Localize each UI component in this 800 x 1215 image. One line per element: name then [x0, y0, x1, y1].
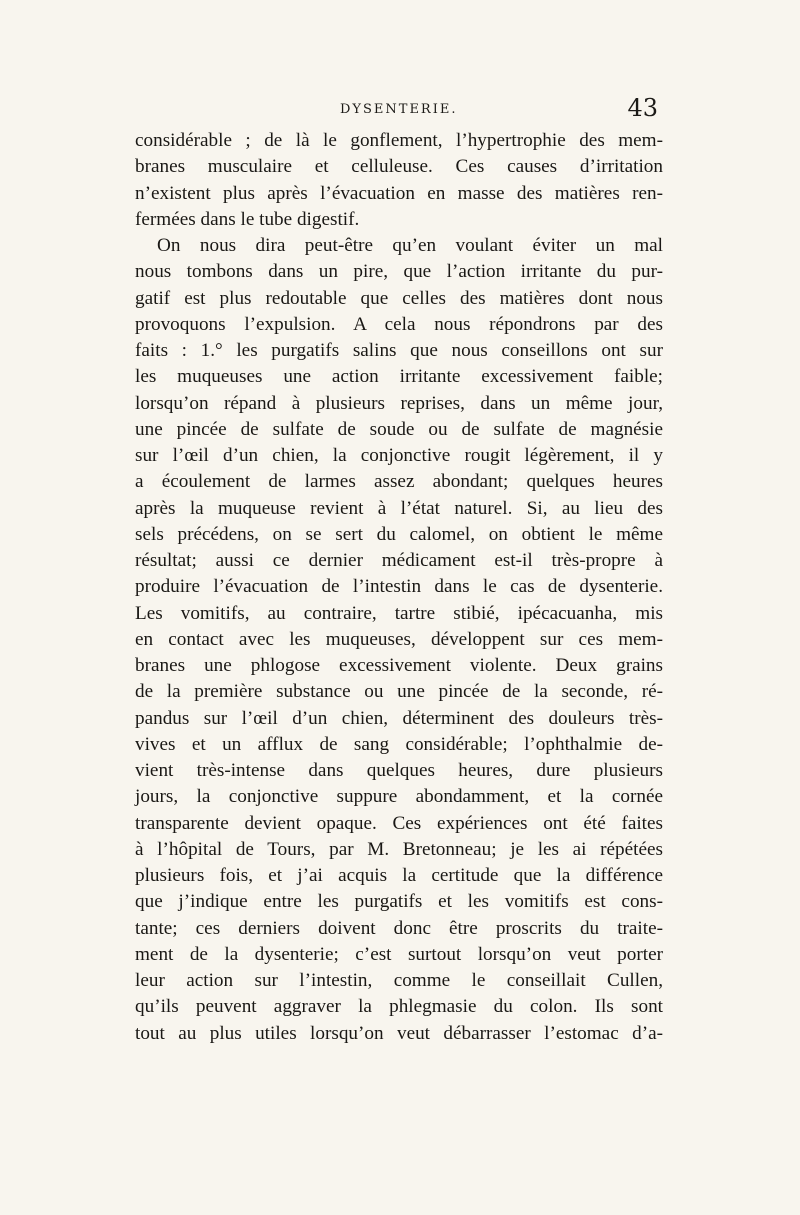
text-line: qu’ils peuvent aggraver la phlegmasie du colon. Ils sont [135, 996, 663, 1018]
text-line: résultat; aussi ce dernier médicament est-il très-propre à [135, 550, 663, 571]
text-line: sur l’œil d’un chien, la conjonctive rougit légèrement, il y [135, 445, 663, 466]
text-line: tout au plus utiles lorsqu’on veut débarrasser l’estomac d’a- [135, 1022, 663, 1044]
text-line: Les vomitifs, au contraire, tartre stibié, ipécacuanha, mis [135, 602, 663, 624]
text-line: produire l’évacuation de l’intestin dans le cas de dysenterie. [135, 576, 663, 598]
running-title: DYSENTERIE. [340, 102, 458, 117]
page-header [130, 96, 660, 126]
text-line: plusieurs fois, et j’ai acquis la certitude que la différence [135, 865, 663, 886]
text-line: gatif est plus redoutable que celles des matières dont nous [135, 287, 663, 309]
text-line: vives et un afflux de sang considérable; l’ophthalmie de- [135, 733, 663, 755]
text-line: jours, la conjonctive suppure abondamment, et la cornée [135, 786, 663, 808]
text-line: provoquons l’expulsion. A cela nous répondrons par des [135, 313, 663, 335]
text-line: On nous dira peut-être qu’en voulant éviter un mal [157, 235, 663, 256]
text-line: nous tombons dans un pire, que l’action irritante du pur- [135, 261, 663, 283]
page-number: 43 [627, 94, 658, 122]
text-line: branes une phlogose excessivement violente. Deux grains [135, 655, 663, 676]
text-line: une pincée de sulfate de soude ou de sulfate de magnésie [135, 418, 663, 440]
text-line: leur action sur l’intestin, comme le conseillait Cullen, [135, 970, 663, 991]
text-line: ment de la dysenterie; c’est surtout lorsqu’on veut porter [135, 943, 663, 965]
text-line: lorsqu’on répand à plusieurs reprises, dans un même jour, [135, 392, 663, 414]
text-line: les muqueuses une action irritante excessivement faible; [135, 366, 663, 388]
text-line: faits : 1.° les purgatifs salins que nous conseillons ont sur [135, 340, 663, 361]
text-line: vient très-intense dans quelques heures, dure plusieurs [135, 760, 663, 781]
text-line: considérable ; de là le gonflement, l’hypertrophie des mem- [135, 130, 663, 151]
text-line: branes musculaire et celluleuse. Ces causes d’irritation [135, 156, 663, 178]
text-line: de la première substance ou une pincée de la seconde, ré- [135, 681, 663, 703]
text-line: que j’indique entre les purgatifs et les vomitifs est cons- [135, 891, 663, 913]
text-line: transparente devient opaque. Ces expériences ont été faites [135, 812, 663, 834]
text-line: en contact avec les muqueuses, développent sur ces mem- [135, 628, 663, 650]
text-line: tante; ces derniers doivent donc être proscrits du traite- [135, 917, 663, 939]
text-line: a écoulement de larmes assez abondant; quelques heures [135, 471, 663, 493]
text-line: pandus sur l’œil d’un chien, déterminent des douleurs très- [135, 707, 663, 729]
text-line: fermées dans le tube digestif. [135, 208, 360, 230]
text-line: sels précédens, on se sert du calomel, on obtient le même [135, 523, 663, 545]
body-text [135, 128, 663, 1047]
text-line: à l’hôpital de Tours, par M. Bretonneau; je les ai répétées [135, 838, 663, 860]
text-line: après la muqueuse revient à l’état naturel. Si, au lieu des [135, 497, 663, 519]
text-line: n’existent plus après l’évacuation en masse des matières ren- [135, 182, 663, 204]
